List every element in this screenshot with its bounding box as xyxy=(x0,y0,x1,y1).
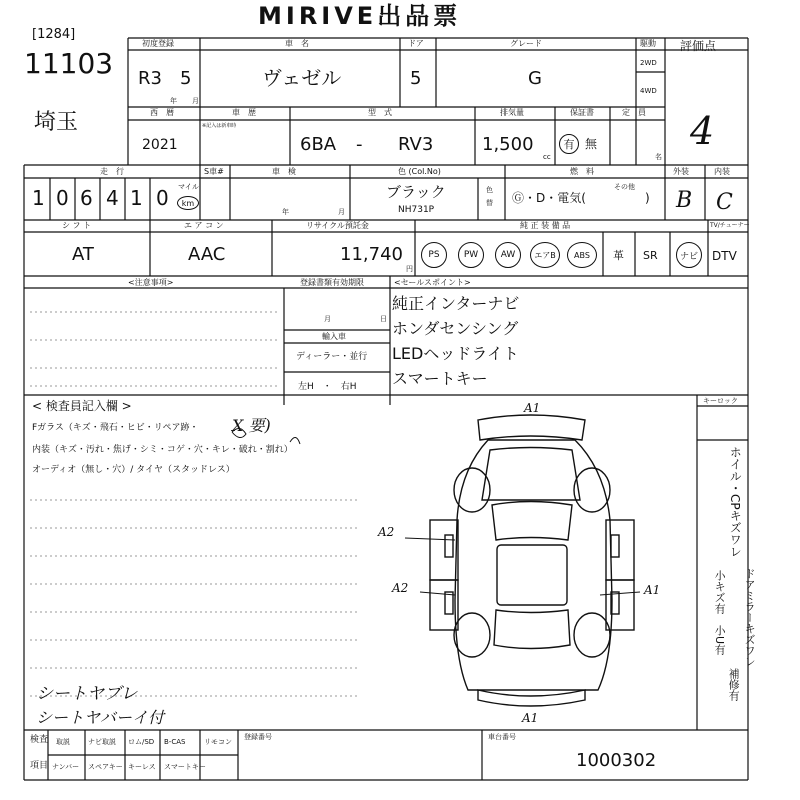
displacement-unit: cc xyxy=(543,153,551,161)
footer-item-keyless: キーレス xyxy=(128,763,156,771)
side-note-1: ホイル・CPキズワレ xyxy=(728,446,743,558)
equip-aw: AW xyxy=(495,242,521,268)
chassis-value: 1000302 xyxy=(576,750,657,771)
mileage-digit-2: 0 xyxy=(56,186,69,210)
car-name-label: 車 名 xyxy=(285,39,309,48)
fuel-options: Ⓖ・D・電気( xyxy=(512,191,586,205)
mileage-label: 走 行 xyxy=(100,167,124,176)
check-label-2: 項目 xyxy=(30,761,49,771)
tv-label: TV/チューナー xyxy=(710,222,750,229)
color-change-label: 色替 xyxy=(486,186,493,207)
footer-item-manual: 取説 xyxy=(56,738,70,746)
equip-sunroof: SR xyxy=(643,249,658,262)
handwritten-note-2: シートヤバーイ付 xyxy=(36,708,165,727)
recycle-label: リサイクル預託金 xyxy=(306,221,369,230)
sales-point-2: ホンダセンシング xyxy=(392,319,519,338)
steering-label: 左H ・ 右H xyxy=(298,382,357,392)
keylock-label: キーロック xyxy=(703,397,738,405)
inspector-line-3: オーディオ（無し・穴）/ タイヤ（スタッドレス） xyxy=(32,465,235,475)
displacement-label: 排気量 xyxy=(500,108,524,117)
equip-airbag: エアB xyxy=(530,242,560,268)
mileage-digit-6: 0 xyxy=(156,186,169,210)
mark-right-rear-door: A1 xyxy=(644,583,661,597)
sales-point-3: LEDヘッドライト xyxy=(392,344,519,363)
sales-label: <セールスポイント> xyxy=(394,278,471,287)
warranty-label: 保証書 xyxy=(570,108,594,117)
reg-no-label: 登録番号 xyxy=(244,733,272,741)
history-note: ※記入は新車時 xyxy=(202,123,237,129)
check-label-1: 検査 xyxy=(30,735,49,745)
model-label: 型 式 xyxy=(368,108,392,117)
mark-rear: A1 xyxy=(522,711,539,725)
inspection-month: 月 xyxy=(338,208,345,216)
inspection-year: 年 xyxy=(282,208,289,216)
reg-day-label: 日 xyxy=(380,315,387,323)
history-label: 車 歴 xyxy=(232,108,256,117)
exterior-value: B xyxy=(676,188,693,213)
score-label: 評価点 xyxy=(680,39,717,53)
color-label: 色 (Col.No) xyxy=(398,167,441,176)
year-unit: 年 xyxy=(170,97,177,105)
equip-abs: ABS xyxy=(567,242,597,268)
recycle-unit: 円 xyxy=(406,265,413,273)
genuine-label: 純 正 装 備 品 xyxy=(520,221,571,230)
footer-item-number: ナンバー xyxy=(52,763,80,771)
mileage-digit-4: 4 xyxy=(106,186,119,210)
inspector-line-1: Fガラス（キズ・飛石・ヒビ・リペア跡・ xyxy=(32,423,199,433)
capacity-label: 定 員 xyxy=(622,108,646,117)
fuel-close: ) xyxy=(645,191,650,205)
import-label: 輸入車 xyxy=(322,332,346,341)
doors: 5 xyxy=(410,68,422,89)
warranty-no: 無 xyxy=(585,137,598,151)
capacity-unit: 名 xyxy=(655,153,662,161)
warranty-yes: 有 xyxy=(559,134,579,154)
footer-item-bcas: B-CAS xyxy=(164,738,186,746)
handwritten-note-1: シートヤブレ xyxy=(36,684,138,704)
score-value: 4 xyxy=(690,109,715,153)
fuel-other: その他 xyxy=(614,183,635,191)
equip-navi: ナビ xyxy=(676,242,702,268)
s-label: S車# xyxy=(204,167,224,176)
grade-label: グレード xyxy=(510,39,542,48)
mark-front: A1 xyxy=(524,401,541,415)
lot-number: 11103 xyxy=(24,47,114,80)
mark-left-rear-door: A2 xyxy=(392,581,409,595)
reg-month-label: 月 xyxy=(324,315,331,323)
interior-value: C xyxy=(716,190,733,215)
model-suffix: RV3 xyxy=(398,134,434,155)
caution-label: <注意事項> xyxy=(128,278,174,287)
inspector-line-2: 内装（キズ・汚れ・焦げ・シミ・コゲ・穴・キレ・破れ・割れ） xyxy=(32,445,293,455)
equip-pw: PW xyxy=(458,242,484,268)
footer-item-navi-manual: ナビ取説 xyxy=(88,738,116,746)
aircon-value: AAC xyxy=(188,244,226,265)
drive-2wd: 2WD xyxy=(640,59,657,67)
km-unit: km xyxy=(177,196,199,210)
first-reg-month: 5 xyxy=(180,68,192,89)
lot-small: [1284] xyxy=(32,27,76,42)
tv-value: DTV xyxy=(712,249,737,263)
exterior-label: 外装 xyxy=(673,167,689,176)
dealer-label: ディーラー・並行 xyxy=(296,352,368,362)
shift-value: AT xyxy=(72,244,94,265)
sales-point-4: スマートキー xyxy=(392,369,488,388)
doors-label: ドア xyxy=(408,39,424,48)
recycle-value: 11,740 xyxy=(340,244,403,265)
car-name: ヴェゼル xyxy=(262,66,342,90)
side-note-4: 補修有 xyxy=(727,668,741,701)
interior-label: 内装 xyxy=(714,167,730,176)
mileage-digit-5: 1 xyxy=(130,186,143,210)
inspection-label: 車 検 xyxy=(272,167,296,176)
color-value: ブラック xyxy=(386,183,446,201)
model-prefix: 6BA xyxy=(300,134,337,155)
footer-item-spare-key: スペアキー xyxy=(88,763,123,771)
model-dash: - xyxy=(356,134,363,155)
month-unit: 月 xyxy=(192,97,199,105)
color-no: NH731P xyxy=(398,205,435,215)
mileage-digit-3: 6 xyxy=(80,186,93,210)
mark-left-front-door: A2 xyxy=(378,525,395,539)
sheet-title: MIRIVE出品票 xyxy=(258,2,462,30)
grade: G xyxy=(528,68,542,89)
mileage-digit-1: 1 xyxy=(32,186,45,210)
sales-point-1: 純正インターナビ xyxy=(392,294,520,313)
reg-expiry-label: 登録書類有効期限 xyxy=(300,278,364,287)
prefecture: 埼玉 xyxy=(34,110,79,135)
side-note-3: ドアミラーキズワレ xyxy=(743,568,757,667)
fuel-label: 燃 料 xyxy=(570,167,594,176)
aircon-label: エ ア コ ン xyxy=(184,221,224,230)
drive-4wd: 4WD xyxy=(640,87,657,95)
equip-ps: PS xyxy=(421,242,447,268)
drive-label: 駆動 xyxy=(640,39,656,48)
inspector-title: < 検査員記入欄 > xyxy=(32,399,132,413)
glass-handwritten: X 要) xyxy=(232,416,271,435)
footer-item-rom: ロム/SD xyxy=(128,738,155,746)
first-reg-label: 初度登録 xyxy=(142,39,174,48)
seireki-label: 西 暦 xyxy=(150,108,174,117)
equip-leather: 革 xyxy=(613,249,624,262)
displacement-value: 1,500 xyxy=(482,134,534,155)
side-note-2: 小キズ有 小U有 xyxy=(713,570,727,656)
seireki-value: 2021 xyxy=(142,137,178,153)
chassis-label: 車台番号 xyxy=(488,733,516,741)
first-reg-year: R3 xyxy=(138,68,162,89)
shift-label: シ フ ト xyxy=(62,221,92,230)
mile-unit: マイル xyxy=(178,183,199,191)
footer-item-smart-key: スマートキー xyxy=(164,763,206,771)
footer-item-remote: リモコン xyxy=(204,738,232,746)
